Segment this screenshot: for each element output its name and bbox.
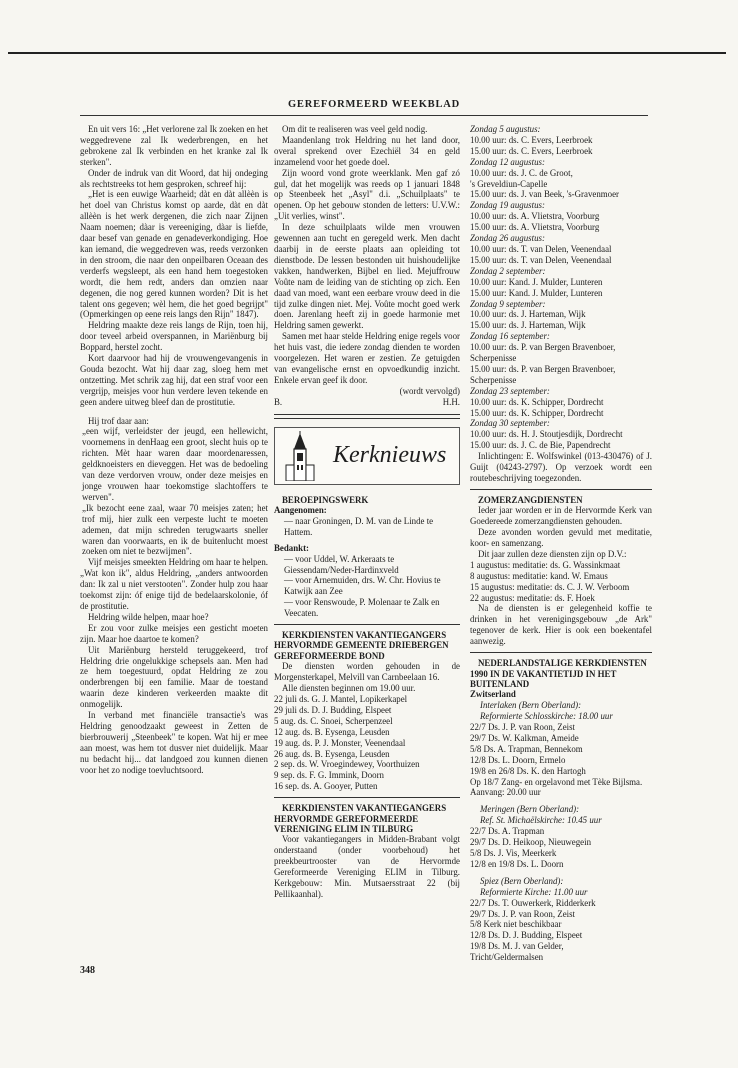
list-item: — naar Groningen, D. M. van de Linde te Hattem. xyxy=(284,515,434,537)
country-label: Zwitserland xyxy=(470,689,516,700)
list-item: 5/8 Kerk niet beschikbaar xyxy=(470,919,562,930)
paragraph: In verband met financiële transactie's was Heldring genoodzaakt geweest in Zetten de bierbrouwerij „Steenbeek" te kopen. Wat hij er mee aan moest, was hem tot dusver niet duidelijk. Maar nu bedacht hij... dat landgoed zou kunnen dienen voor het zo nodige toevluchtsoord. xyxy=(80,710,268,775)
day-label: Zondag 2 september: xyxy=(470,265,546,276)
list-item: 15 augustus: meditatie: ds. C. J. W. Verboom xyxy=(470,581,630,592)
list-item: 9 sep. ds. F. G. Immink, Doorn xyxy=(274,770,384,781)
church-tower-icon xyxy=(283,431,317,481)
paragraph: Kort daarvoor had hij de vrouwengevangenis in Gouda bezocht. Wat hij daar zag, sloeg hem met ontzetting. Met schrik zag hij, dat een straf voor een vergrijp, meisjes voor hun verdere leven tekende en geen andere uitweg bleef dan de prostitutie. xyxy=(80,353,268,407)
service-line: 15.00 uur: ds. K. Schipper, Dordrecht xyxy=(470,407,604,418)
column-3 xyxy=(470,124,652,963)
top-rule xyxy=(8,52,726,54)
section-heading: KERKDIENSTEN VAKANTIEGANGERS HERVORMDE GEREFORMEERDE VERENIGING ELIM IN TILBURG xyxy=(274,803,447,834)
service-line: 10.00 uur: ds. T. van Delen, Veenendaal xyxy=(470,243,612,254)
section-heading: ZOMERZANGDIENSTEN xyxy=(478,494,583,505)
schedule-day xyxy=(470,418,652,451)
venue-block xyxy=(470,700,652,798)
list-item: 19/8 en 26/8 Ds. K. den Hartogh xyxy=(470,765,586,776)
paragraph: Na de diensten is er gelegenheid koffie te drinken in het verenigingsgebouw „de Ark" tegenover de kerk. Hier is ook een boekentafel aanwezig. xyxy=(470,603,652,647)
paragraph: En uit vers 16: „Het verlorene zal Ik zoeken en het weggedrevene zal Ik wederbrengen, en het gebrokene zal Ik verbinden en het kranke zal Ik sterken". xyxy=(80,124,268,167)
list-item: 12/8 Ds. D. J. Budding, Elspeet xyxy=(470,930,583,941)
day-label: Zondag 5 augustus: xyxy=(470,124,541,134)
list-item: — voor Renswoude, P. Molenaar te Zalk en Veecaten. xyxy=(284,597,440,619)
list-item: — voor Uddel, W. Arkeraats te Giessendam/Neder-Hardinxveld xyxy=(284,553,399,575)
service-line: 10.00 uur: ds. J. Harteman, Wijk xyxy=(470,309,586,320)
service-line: 15.00 uur: ds. J. Harteman, Wijk xyxy=(470,320,586,331)
schedule-day xyxy=(470,386,652,419)
schedule-day xyxy=(470,331,652,386)
list-item: — voor Arnemuiden, drs. W. Chr. Hovius te Katwijk aan Zee xyxy=(284,575,441,597)
service-line: 15.00 uur: ds. P. van Bergen Bravenboer, xyxy=(470,363,616,374)
service-line: Scherpenisse xyxy=(470,353,517,364)
page-number: 348 xyxy=(80,965,95,976)
aangenomen-label: Aangenomen: xyxy=(274,504,327,515)
list-item: 16 sep. ds. A. Gooyer, Putten xyxy=(274,781,378,792)
service-line: 's Greveldiun-Capelle xyxy=(470,178,548,189)
schedule-day xyxy=(470,266,652,299)
list-item: 2 sep. ds. W. Vroegindewey, Voorthuizen xyxy=(274,759,420,770)
service-line: 10.00 uur: ds. A. Vlietstra, Voorburg xyxy=(470,211,600,222)
list-item: 12/8 en 19/8 Ds. L. Doorn xyxy=(470,858,564,869)
day-label: Zondag 30 september: xyxy=(470,418,550,429)
list-item: 5/8 Ds. A. Trapman, Bennekom xyxy=(470,743,583,754)
divider xyxy=(470,489,652,490)
section-heading: BEROEPINGSWERK xyxy=(282,494,369,505)
list-item: 8 augustus: meditatie: kand. W. Emaus xyxy=(470,570,608,581)
service-line: 15.00 uur: ds. J. van Beek, 's-Gravenmoer xyxy=(470,189,619,200)
paragraph: Heldring wilde helpen, maar hoe? xyxy=(88,611,209,622)
venue-place: Meringen (Bern Oberland): xyxy=(480,804,580,815)
schedule-list xyxy=(274,694,460,792)
schedule-day xyxy=(470,200,652,233)
paragraph: Maandenlang trok Heldring nu het land door, overal sprekend over Ezechiël 34 en geld inzamelend voor het goede doel. xyxy=(274,134,460,167)
paragraph: De diensten worden gehouden in de Morgensterkapel, Melvill van Carnbeelaan 16. xyxy=(274,661,460,683)
service-line: 15.00 uur: ds. A. Vlietstra, Voorburg xyxy=(470,222,600,233)
divider xyxy=(274,624,460,625)
paragraph: Onder de indruk van dit Woord, dat hij ondeging als rechtstreeks tot hem gesproken, schreef hij: xyxy=(80,167,268,189)
service-line: 15.00 uur: ds. C. Evers, Leerbroek xyxy=(470,145,593,156)
column-2 xyxy=(274,124,460,900)
list-item: 12 aug. ds. B. Eysenga, Leusden xyxy=(274,726,390,737)
venue-block xyxy=(470,876,652,963)
list-item: 22 augustus: meditatie: ds. F. Hoek xyxy=(470,592,595,603)
quote-paragraph: „Het is een euwige Waarheid; dàt en dàt allèèn is het doel van Christus komst op aarde, dàt en dàt allèèn is het werk dergenen, die zich naar Zijnen Naam noemen; dàar is vereeniging, dàar is liefde, daar besef van genade en genadeverkondiging. Hoe kan iemand, die weggedreven was, reeds verzonken in den stroom, die naar den onpeilbaren Oceaan des verderfs wegsleept, als een hand hem toegestoken wordt, die hem redt, anders dan omzien naar degenen, die nog gered kunnen worden? Dit is het talent ons gegeven; wèl hem, die het goed begrijpt" (Opmerkingen op eene reis langs den Rijn" 1847). xyxy=(80,189,268,320)
section-rule xyxy=(274,414,460,419)
author-signature xyxy=(274,397,460,408)
paragraph: Om dit te realiseren was veel geld nodig. xyxy=(282,124,428,134)
author-initial: B. xyxy=(274,396,283,407)
schedule-day xyxy=(470,157,652,201)
day-label: Zondag 12 augustus: xyxy=(470,156,545,167)
service-line: 10.00 uur: ds. C. Evers, Leerbroek xyxy=(470,134,593,145)
list-item: 1 augustus: meditatie: ds. G. Wassinkmaat xyxy=(470,559,621,570)
schedule-day xyxy=(470,299,652,332)
paragraph: Samen met haar stelde Heldring enige regels voor het huis vast, die iedere zondag dienden te worden voorgelezen. Het waren er zestien. Ze getuigden van evangelische ernst en opvoedkundig inzicht. Enkele ervan geef ik door. xyxy=(274,331,460,385)
list-item: 22 juli ds. G. J. Mantel, Lopikerkapel xyxy=(274,693,408,704)
venue-church: Reformierte Kirche: 11.00 uur xyxy=(480,886,588,897)
schedule-day xyxy=(470,124,652,157)
paragraph: Dit jaar zullen deze diensten zijn op D.V.: xyxy=(478,548,627,559)
day-label: Zondag 23 september: xyxy=(470,385,550,396)
service-line: 10.00 uur: ds. H. J. Stoutjesdijk, Dordrecht xyxy=(470,429,623,440)
header-rule xyxy=(80,115,648,116)
paragraph: Heldring maakte deze reis langs de Rijn, toen hij, door teveel arbeid overspannen, in Mariënburg bij Boppard, herstel zocht. xyxy=(80,320,268,353)
service-line: 15.00 uur: ds. T. van Delen, Veenendaal xyxy=(470,254,612,265)
list-item: 5 aug. ds. C. Snoei, Scherpenzeel xyxy=(274,715,393,726)
list-item: 22/7 Ds. T. Ouwerkerk, Ridderkerk xyxy=(470,897,596,908)
masthead: GEREFORMEERD WEEKBLAD xyxy=(287,99,461,110)
service-line: 15.00 uur: ds. J. C. de Bie, Papendrecht xyxy=(470,440,611,451)
list-item: Op 18/7 Zang- en orgelavond met Tèke Bijlsma. Aanvang: 20.00 uur xyxy=(470,776,643,798)
divider xyxy=(470,652,652,653)
venue-block xyxy=(470,804,652,869)
day-label: Zondag 9 september: xyxy=(470,298,546,309)
section-heading: KERKDIENSTEN VAKANTIEGANGERS HERVORMDE GEMEENTE DRIEBERGEN GEREFORMEERDE BOND xyxy=(274,630,449,661)
list-item: 19 aug. ds. P. J. Monster, Veenendaal xyxy=(274,737,406,748)
paragraph: Ieder jaar worden er in de Hervormde Kerk van Goedereede zomerzangdiensten gehouden. xyxy=(470,505,652,527)
schedule-day xyxy=(470,233,652,266)
paragraph: Deze avonden worden gevuld met meditatie, koor- en samenzang. xyxy=(470,527,652,549)
list-item: 29/7 Ds. W. Kalkman, Ameide xyxy=(470,732,579,743)
list-item: 29/7 Ds. D. Heikoop, Nieuwegein xyxy=(470,837,592,848)
author-initials: H.H. xyxy=(442,396,460,407)
list-item: 12/8 Ds. L. Doorn, Ermelo xyxy=(470,754,566,765)
column-1 xyxy=(80,124,268,775)
list-item: 19/8 Ds. M. J. van Gelder, xyxy=(470,941,564,952)
service-line: 15.00 uur: Kand. J. Mulder, Lunteren xyxy=(470,287,603,298)
venue-church: Reformierte Schlosskirche: 18.00 uur xyxy=(480,711,613,722)
kerknieuws-title: Kerknieuws xyxy=(333,442,447,469)
paragraph: In deze schuilplaats wilde men vrouwen gewennen aan tucht en geregeld werk. Men dacht daarbij in de eerste plaats aan opleiding tot dienstbode. De lessen bestonden uit huishoudelijke vakken, handwerken, Bijbel en lied. Mejuffrouw Voûte nam de leiding van de stichting op zich. Een daad van moed, want een eerbare vrouw deed in die tijd zulke dingen niet. Mej. Voûte mocht goed werk doen. Jarenlang heeft zij in goede harmonie met Heldring samen gewerkt. xyxy=(274,222,460,331)
paragraph: Uit Mariënburg hersteld teruggekeerd, trof Heldring drie ongelukkige schepsels aan. Men had ze hem toegestuurd, opdat Heldring ze zou onderbrengen bij een familie. Maar de toestand waarin deze kinderen verkeerden maakte dit onmogelijk. xyxy=(80,644,268,710)
list-item: 29 juli ds. D. J. Budding, Elspeet xyxy=(274,704,392,715)
kerknieuws-banner xyxy=(274,427,460,485)
paragraph: Hij trof daar aan: xyxy=(88,415,149,426)
list-item: 22/7 Ds. A. Trapman xyxy=(470,826,545,837)
venue-place: Interlaken (Bern Oberland): xyxy=(480,700,582,711)
day-label: Zondag 19 augustus: xyxy=(470,200,545,211)
bedankt-label: Bedankt: xyxy=(274,542,310,553)
list-item: 26 aug. ds. B. Eysenga, Leusden xyxy=(274,748,390,759)
service-line: 10.00 uur: ds. J. C. de Groot, xyxy=(470,167,573,178)
paragraph: Zijn woord vond grote weerklank. Men gaf zó gul, dat het mogelijk was reeds op 1 januari 1848 op Steenbeek het „Asyl" d.i. „Schuilplaats" te openen. Op het gebouw stonden de letters: U.V.W.: „Uit verlies, winst". xyxy=(274,167,460,222)
list-item: 29/7 Ds. J. P. van Roon, Zeist xyxy=(470,908,576,919)
service-line: 10.00 uur: Kand. J. Mulder, Lunteren xyxy=(470,276,603,287)
section-heading: NEDERLANDSTALIGE KERKDIENSTEN 1990 IN DE VAKANTIETIJD IN HET BUITENLAND xyxy=(470,658,647,689)
list-item: 5/8 Ds. J. Vis, Meerkerk xyxy=(470,848,557,858)
venue-place: Spiez (Bern Oberland): xyxy=(480,875,564,886)
quote-paragraph: „Ik bezocht eene zaal, waar 70 meisjes zaten; het trof mij, hier zulk een verpeste lucht te moeten ademen, dat mijn schreden terugwaarts sneller waren dan voorwaarts, en ik de buitenlucht moest zoeken om niet te bezwijmen". xyxy=(82,502,268,557)
quote-paragraph: „een wijf, verleidster der jeugd, een hellewicht, voornemens in denHaag een groot, slecht huis op te richten. Mèt haar waren daar moordenaressen, geldknoeisters en dieveggen. Het was de bedoeling van deze verdorven vrouw, onder deze meisjes en jonge vrouwen haar toekomstige slachtoffers te werven". xyxy=(82,426,268,502)
list-item: Tricht/Geldermalsen xyxy=(470,952,544,963)
divider xyxy=(274,797,460,798)
paragraph: Alle diensten beginnen om 19.00 uur. xyxy=(282,683,416,694)
service-line: Scherpenisse xyxy=(470,374,517,385)
service-line: 10.00 uur: ds. K. Schipper, Dordrecht xyxy=(470,396,604,407)
venue-church: Ref. St. Michaëlskirche: 10.45 uur xyxy=(480,815,602,826)
paragraph: Er zou voor zulke meisjes een gesticht moeten zijn. Maar hoe daartoe te komen? xyxy=(80,622,268,644)
day-label: Zondag 16 september: xyxy=(470,331,550,342)
list-item: 22/7 Ds. J. P. van Roon, Zeist xyxy=(470,722,576,733)
paragraph: Voor vakantiegangers in Midden-Brabant volgt onderstaand (onder voorbehoud) het preekbeurtrooster van de Hervormde Gereformeerde Vereniging ELIM in Tilburg. Kerkgebouw: Min. Mutsaersstraat 22 (bij Pellikaanhal). xyxy=(274,834,460,899)
day-label: Zondag 26 augustus: xyxy=(470,233,545,244)
service-line: 10.00 uur: ds. P. van Bergen Bravenboer, xyxy=(470,342,616,353)
paragraph: Vijf meisjes smeekten Heldring om haar te helpen. „Wat kon ik", aldus Heldring, „anders antwoorden dan: Ik zal u niet verstooten". Zonder hulp zou haar toekomst zijn: óf enige tijd de bedelaarskolonie, óf de prostitutie. xyxy=(80,557,268,611)
info-paragraph: Inlichtingen: E. Wolfswinkel (013-430476) of J. Guijt (04243-2797). Op verzoek wordt een routebeschrijving toegezonden. xyxy=(470,451,652,483)
continued-note: (wordt vervolgd) xyxy=(399,385,460,396)
